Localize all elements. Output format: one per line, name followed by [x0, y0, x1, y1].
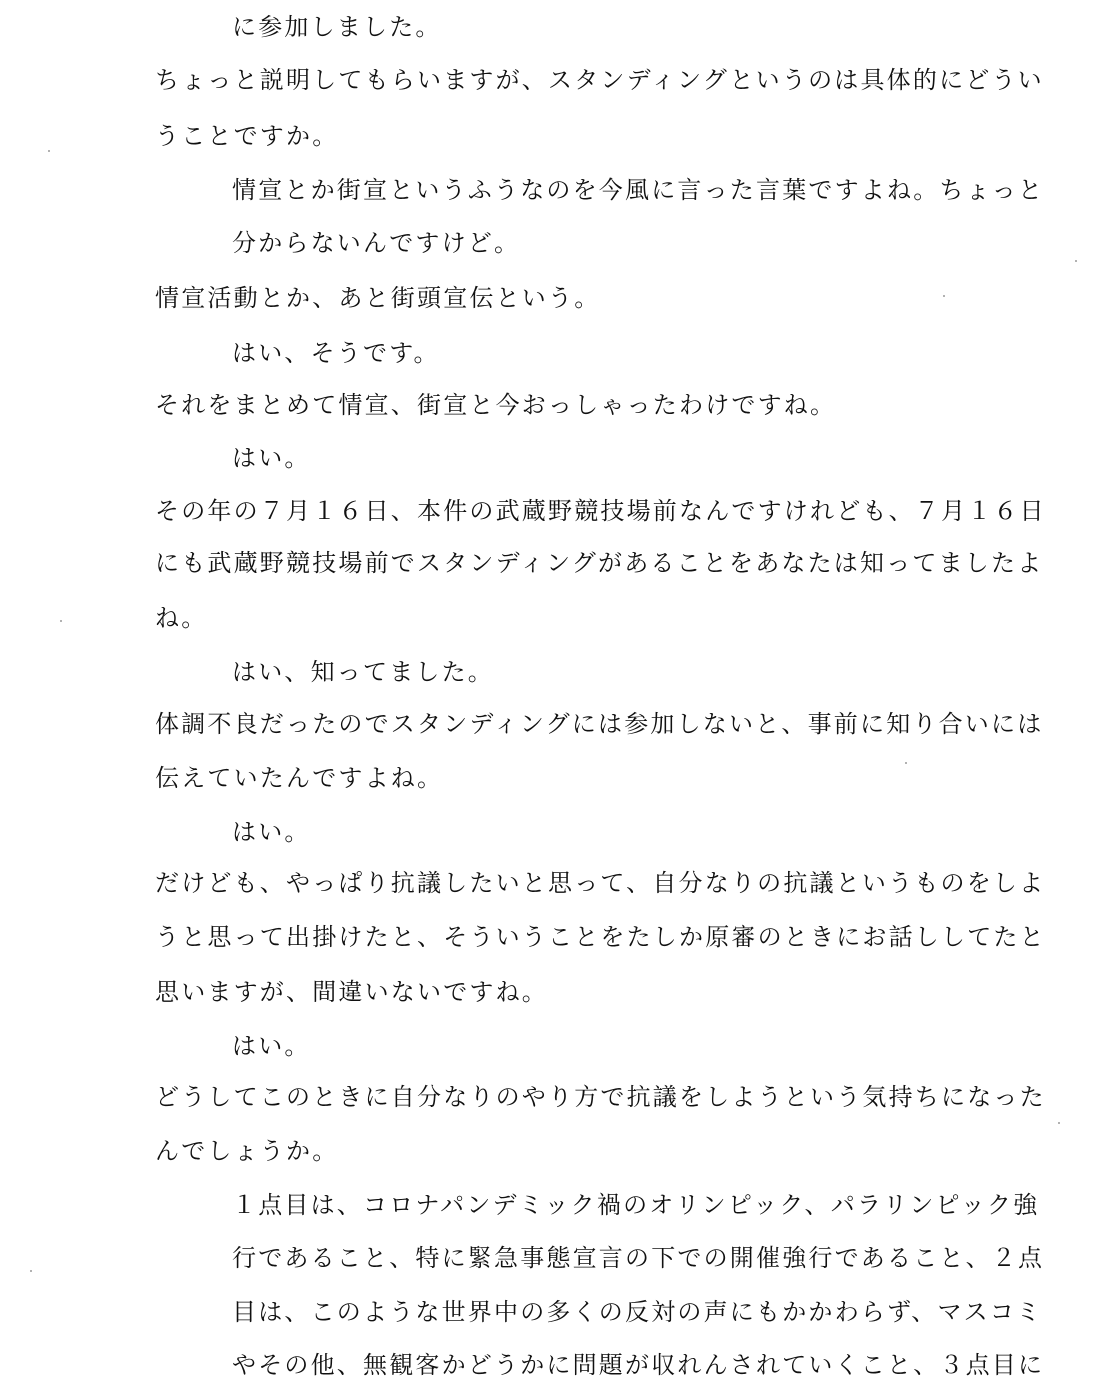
question-line: ちょっと説明してもらいますが、スタンディングというのは具体的にどうい	[155, 66, 1044, 94]
question-line: 体調不良だったのでスタンディングには参加しないと、事前に知り合いには	[155, 710, 1044, 738]
answer-line: 分からないんですけど。	[232, 229, 521, 257]
answer-line: 情宣とか街宣というふうなのを今風に言った言葉ですよね。ちょっと	[232, 176, 1045, 204]
answer-line: 行であること、特に緊急事態宣言の下での開催強行であること、２点	[232, 1244, 1045, 1272]
question-line: それをまとめて情宣、街宣と今おっしゃったわけですね。	[155, 391, 837, 419]
scan-speck	[905, 762, 907, 764]
scan-speck	[48, 150, 50, 152]
question-line: にも武蔵野競技場前でスタンディングがあることをあなたは知ってましたよ	[155, 549, 1044, 577]
question-line: うことですか。	[155, 122, 339, 150]
question-line: うと思って出掛けたと、そういうことをたしか原審のときにお話ししてたと	[155, 923, 1046, 951]
answer-line: はい、知ってました。	[232, 658, 494, 686]
answer-line: はい。	[232, 444, 311, 472]
scan-speck	[30, 1270, 32, 1272]
scan-speck	[1075, 260, 1077, 262]
question-line: んでしょうか。	[155, 1137, 339, 1165]
scan-speck	[60, 620, 62, 622]
answer-line: 目は、このような世界中の多くの反対の声にもかかわらず、マスコミ	[232, 1298, 1043, 1326]
answer-line: はい。	[232, 818, 311, 846]
question-line: 情宣活動とか、あと街頭宣伝という。	[155, 284, 601, 312]
scan-speck	[943, 295, 945, 297]
answer-line: はい。	[232, 1032, 311, 1060]
question-line: 伝えていたんですよね。	[155, 764, 444, 792]
scan-speck	[1058, 1122, 1060, 1124]
answer-line: やその他、無観客かどうかに問題が収れんされていくこと、３点目に	[232, 1351, 1045, 1379]
question-line: どうしてこのときに自分なりのやり方で抗議をしようという気持ちになった	[155, 1083, 1046, 1111]
question-line: 思いますが、間違いないですね。	[155, 978, 548, 1006]
question-line: だけども、やっぱり抗議したいと思って、自分なりの抗議というものをしよ	[155, 869, 1046, 897]
question-line: その年の７月１６日、本件の武蔵野競技場前なんですけれども、７月１６日	[155, 497, 1046, 525]
question-line: ね。	[155, 604, 208, 632]
answer-line: に参加しました。	[232, 13, 442, 41]
answer-line: はい、そうです。	[232, 339, 440, 367]
answer-line: １点目は、コロナパンデミック禍のオリンピック、パラリンピック強	[232, 1191, 1040, 1219]
